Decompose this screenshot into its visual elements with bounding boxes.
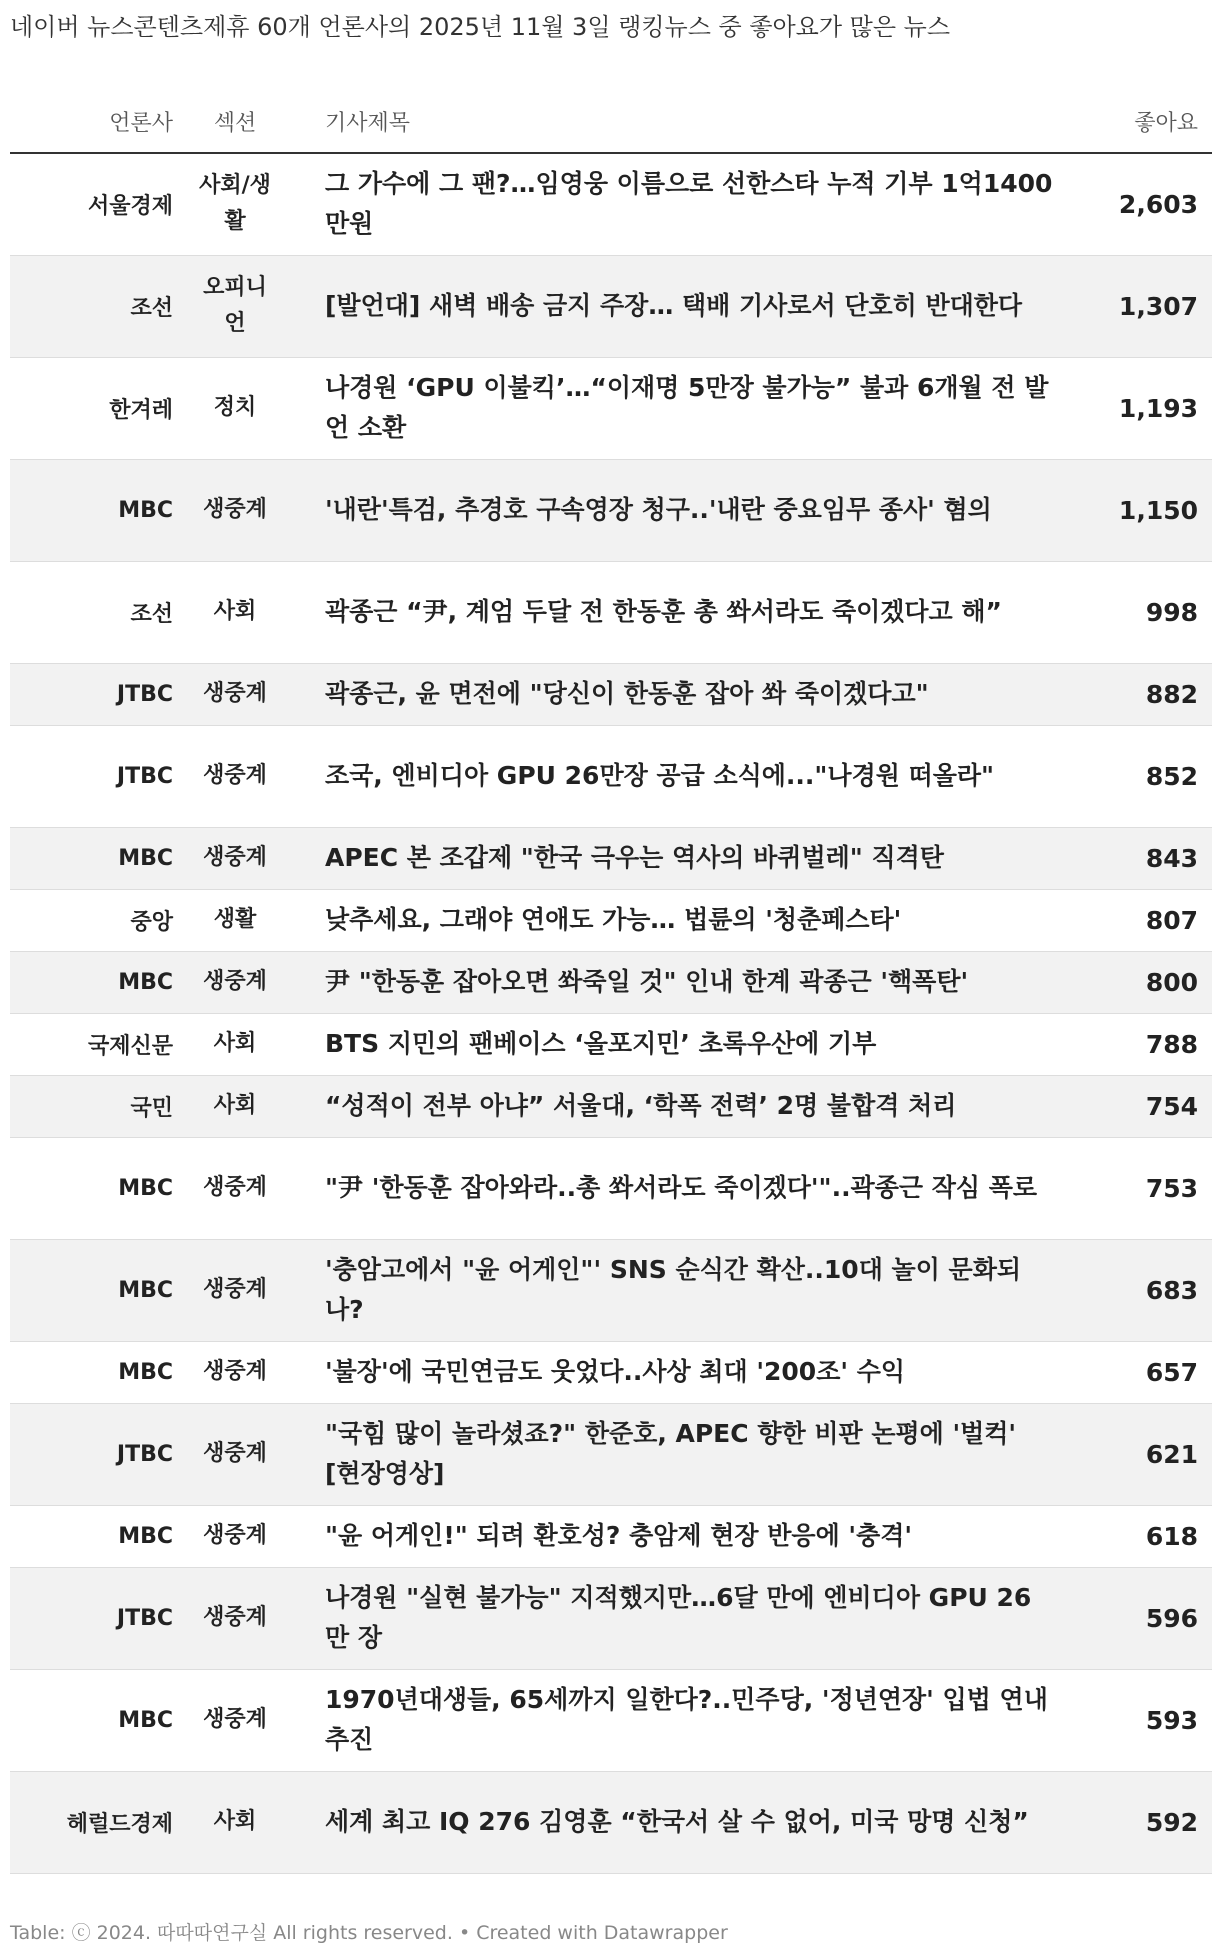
- cell-likes: 1,150: [1075, 459, 1212, 561]
- table-row: [10, 255, 1212, 357]
- cell-outlet: MBC: [10, 1669, 175, 1771]
- cell-likes: 843: [1075, 827, 1212, 889]
- cell-headline: 1970년대생들, 65세까지 일한다?..민주당, '정년연장' 입법 연내 추진: [295, 1669, 1075, 1771]
- cell-outlet: MBC: [10, 1239, 175, 1341]
- cell-outlet: MBC: [10, 827, 175, 889]
- cell-outlet: 국민: [10, 1075, 175, 1137]
- cell-outlet: MBC: [10, 1137, 175, 1239]
- cell-likes: 754: [1075, 1075, 1212, 1137]
- table-row: [10, 663, 1212, 725]
- cell-headline: “성적이 전부 아냐” 서울대, ‘학폭 전력’ 2명 불합격 처리: [295, 1075, 1075, 1137]
- table-row: [10, 1341, 1212, 1403]
- table-row: [10, 1239, 1212, 1341]
- cell-likes: 593: [1075, 1669, 1212, 1771]
- column-header-outlet[interactable]: 언론사: [10, 90, 175, 153]
- cell-outlet: 한겨레: [10, 357, 175, 459]
- cell-section: 생중계: [175, 1567, 295, 1669]
- cell-section: 생활: [175, 889, 295, 951]
- cell-outlet: 국제신문: [10, 1013, 175, 1075]
- cell-headline: 낮추세요, 그래야 연애도 가능… 법륜의 '청춘페스타': [295, 889, 1075, 951]
- cell-likes: 882: [1075, 663, 1212, 725]
- cell-likes: 1,307: [1075, 255, 1212, 357]
- cell-outlet: JTBC: [10, 1567, 175, 1669]
- cell-headline: '충암고에서 "윤 어게인"' SNS 순식간 확산..10대 놀이 문화되나?: [295, 1239, 1075, 1341]
- cell-outlet: 헤럴드경제: [10, 1771, 175, 1873]
- cell-section: 사회: [175, 1075, 295, 1137]
- table-row: [10, 827, 1212, 889]
- table-row: [10, 357, 1212, 459]
- table-row: [10, 1013, 1212, 1075]
- table-row: [10, 459, 1212, 561]
- cell-headline: 세계 최고 IQ 276 김영훈 “한국서 살 수 없어, 미국 망명 신청”: [295, 1771, 1075, 1873]
- cell-section: 사회: [175, 561, 295, 663]
- cell-likes: 596: [1075, 1567, 1212, 1669]
- cell-outlet: 서울경제: [10, 153, 175, 255]
- cell-headline: "국힘 많이 놀라셨죠?" 한준호, APEC 향한 비판 논평에 '벌컥' [현장영상]: [295, 1403, 1075, 1505]
- table-header-row: [10, 90, 1212, 153]
- cell-likes: 753: [1075, 1137, 1212, 1239]
- cell-outlet: JTBC: [10, 663, 175, 725]
- table-row: [10, 1771, 1212, 1873]
- cell-outlet: MBC: [10, 951, 175, 1013]
- cell-headline: 尹 "한동훈 잡아오면 쏴죽일 것" 인내 한계 곽종근 '핵폭탄': [295, 951, 1075, 1013]
- cell-outlet: JTBC: [10, 1403, 175, 1505]
- column-header-headline[interactable]: 기사제목: [295, 90, 1075, 153]
- cell-headline: 나경원 ‘GPU 이불킥’…“이재명 5만장 불가능” 불과 6개월 전 발언 소환: [295, 357, 1075, 459]
- table-row: [10, 725, 1212, 827]
- cell-headline: "윤 어게인!" 되려 환호성? 충암제 현장 반응에 '충격': [295, 1505, 1075, 1567]
- cell-section: 생중계: [175, 1403, 295, 1505]
- table-row: [10, 561, 1212, 663]
- cell-section: 생중계: [175, 951, 295, 1013]
- cell-section: 생중계: [175, 1137, 295, 1239]
- cell-section: 생중계: [175, 1505, 295, 1567]
- cell-likes: 683: [1075, 1239, 1212, 1341]
- cell-likes: 2,603: [1075, 153, 1212, 255]
- cell-headline: "尹 '한동훈 잡아와라..총 쏴서라도 죽이겠다'"..곽종근 작심 폭로: [295, 1137, 1075, 1239]
- cell-outlet: 조선: [10, 561, 175, 663]
- cell-outlet: MBC: [10, 1505, 175, 1567]
- cell-likes: 621: [1075, 1403, 1212, 1505]
- cell-likes: 618: [1075, 1505, 1212, 1567]
- column-header-section[interactable]: 섹션: [175, 90, 295, 153]
- table-row: [10, 1137, 1212, 1239]
- table-row: [10, 1505, 1212, 1567]
- cell-section: 사회: [175, 1771, 295, 1873]
- cell-section: 오피니언: [175, 255, 295, 357]
- cell-headline: '내란'특검, 추경호 구속영장 청구..'내란 중요임무 종사' 혐의: [295, 459, 1075, 561]
- table-row: [10, 1567, 1212, 1669]
- table-row: [10, 889, 1212, 951]
- table-row: [10, 1669, 1212, 1771]
- cell-headline: 그 가수에 그 팬?…임영웅 이름으로 선한스타 누적 기부 1억1400만원: [295, 153, 1075, 255]
- cell-headline: 곽종근 “尹, 계엄 두달 전 한동훈 총 쏴서라도 죽이겠다고 해”: [295, 561, 1075, 663]
- cell-headline: APEC 본 조갑제 "한국 극우는 역사의 바퀴벌레" 직격탄: [295, 827, 1075, 889]
- cell-section: 사회: [175, 1013, 295, 1075]
- cell-section: 생중계: [175, 827, 295, 889]
- cell-outlet: 중앙: [10, 889, 175, 951]
- cell-likes: 852: [1075, 725, 1212, 827]
- table-row: [10, 1403, 1212, 1505]
- cell-headline: 나경원 "실현 불가능" 지적했지만…6달 만에 엔비디아 GPU 26만 장: [295, 1567, 1075, 1669]
- cell-section: 생중계: [175, 1239, 295, 1341]
- cell-section: 생중계: [175, 663, 295, 725]
- cell-outlet: 조선: [10, 255, 175, 357]
- cell-headline: 곽종근, 윤 면전에 "당신이 한동훈 잡아 쏴 죽이겠다고": [295, 663, 1075, 725]
- cell-likes: 657: [1075, 1341, 1212, 1403]
- cell-outlet: MBC: [10, 459, 175, 561]
- cell-headline: '불장'에 국민연금도 웃었다..사상 최대 '200조' 수익: [295, 1341, 1075, 1403]
- cell-section: 생중계: [175, 725, 295, 827]
- table-row: [10, 1075, 1212, 1137]
- cell-headline: BTS 지민의 팬베이스 ‘올포지민’ 초록우산에 기부: [295, 1013, 1075, 1075]
- cell-outlet: MBC: [10, 1341, 175, 1403]
- cell-section: 생중계: [175, 1669, 295, 1771]
- cell-likes: 807: [1075, 889, 1212, 951]
- ranking-table: [10, 90, 1212, 1874]
- cell-section: 사회/생활: [175, 153, 295, 255]
- cell-likes: 800: [1075, 951, 1212, 1013]
- cell-likes: 592: [1075, 1771, 1212, 1873]
- cell-likes: 788: [1075, 1013, 1212, 1075]
- cell-likes: 1,193: [1075, 357, 1212, 459]
- cell-headline: [발언대] 새벽 배송 금지 주장… 택배 기사로서 단호히 반대한다: [295, 255, 1075, 357]
- cell-section: 정치: [175, 357, 295, 459]
- footer-credit: Table: ⓒ 2024. 따따따연구실 All rights reserved. • Created with Datawrapper: [10, 1922, 728, 1944]
- table-body: [10, 153, 1212, 1873]
- table-row: [10, 951, 1212, 1013]
- cell-headline: 조국, 엔비디아 GPU 26만장 공급 소식에..."나경원 떠올라": [295, 725, 1075, 827]
- table-row: [10, 153, 1212, 255]
- chart-title: 네이버 뉴스콘텐츠제휴 60개 언론사의 2025년 11월 3일 랭킹뉴스 중 좋아요가 많은 뉴스: [10, 13, 951, 41]
- cell-section: 생중계: [175, 459, 295, 561]
- cell-likes: 998: [1075, 561, 1212, 663]
- cell-outlet: JTBC: [10, 725, 175, 827]
- cell-section: 생중계: [175, 1341, 295, 1403]
- column-header-likes[interactable]: 좋아요: [1075, 90, 1212, 153]
